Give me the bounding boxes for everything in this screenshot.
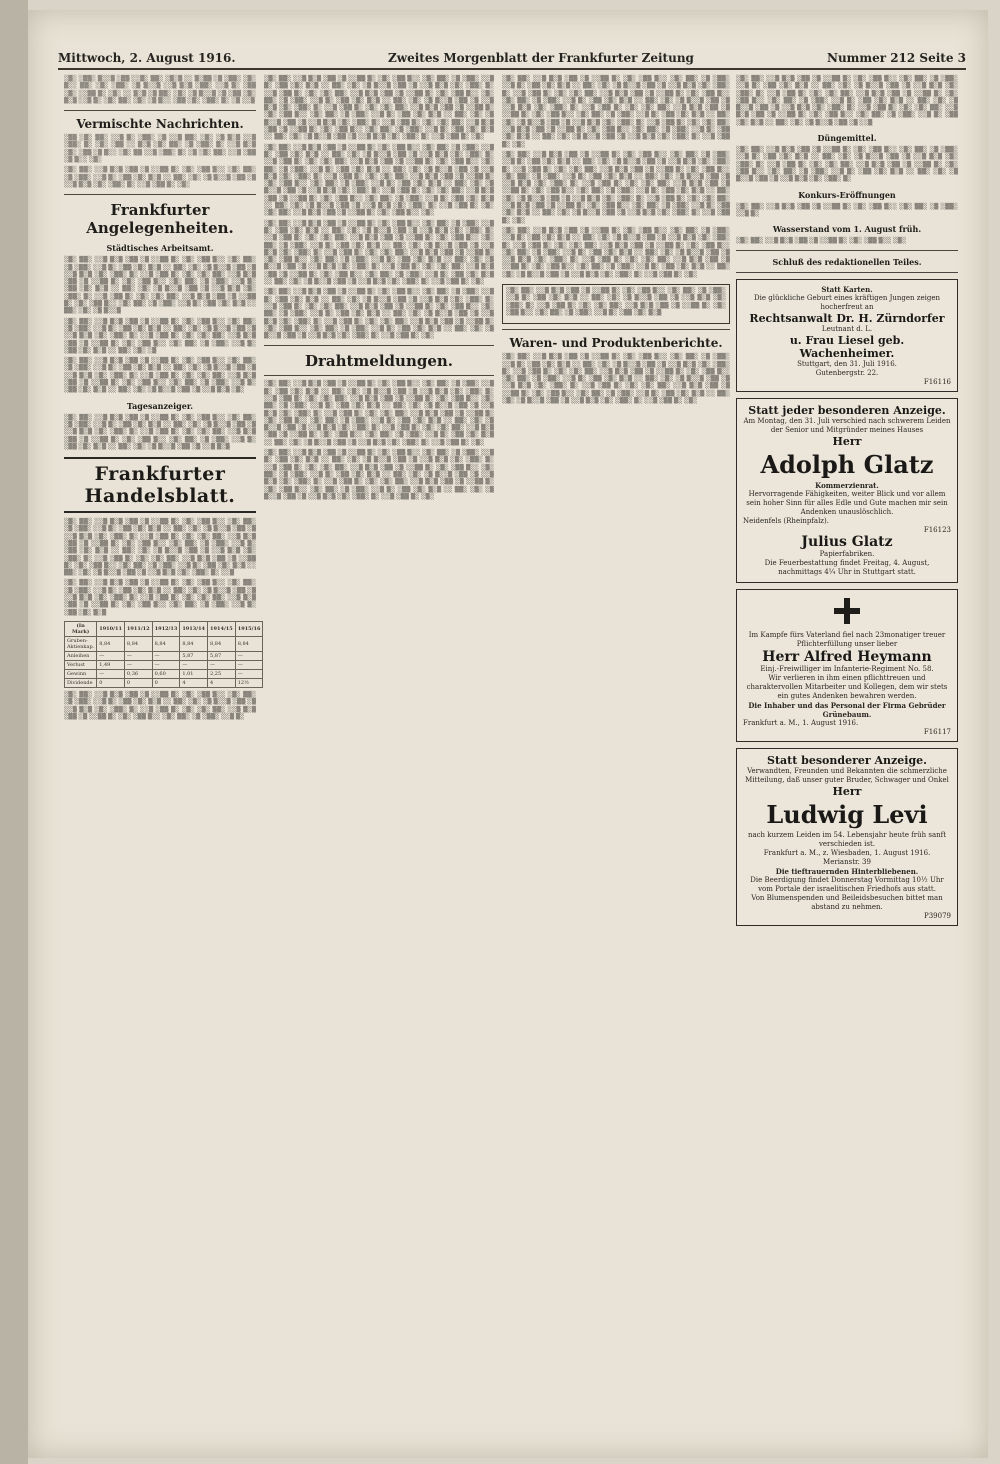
ad-name: Julius Glatz: [801, 534, 893, 551]
table-header-row: [65, 621, 263, 636]
ad-signature: Die tieftrauernden Hinterbliebenen.: [775, 867, 919, 877]
section-konkurs: Konkurs-Eröffnungen: [798, 189, 896, 200]
ad-address: Merianstr. 39: [823, 858, 871, 867]
adjacent-page-edge: [0, 0, 28, 1464]
ad-place: Stuttgart, den 31. Juli 1916.: [797, 360, 897, 369]
ad-name: Herr Alfred Heymann: [762, 649, 932, 666]
ad-heading: Statt Karten.: [821, 285, 873, 295]
section-schluss: Schluß des redaktionellen Teiles.: [772, 257, 922, 268]
section-drahtmeldungen: Drahtmeldungen.: [304, 352, 454, 371]
ad-text: Von Blumenspenden und Beileidsbesuchen bittet man abstand zu nehmen.: [751, 894, 943, 912]
balance-table: [64, 621, 263, 688]
table-header-cell: 1914/15: [208, 621, 236, 636]
page-header: [58, 48, 966, 70]
table-header-cell: (In Mark): [65, 621, 97, 636]
birth-announcement: [736, 279, 958, 392]
section-handelsblatt: Frankfurter Handelsblatt.: [64, 457, 256, 513]
table-row: Anleihen — — — 5,87 5,87 —: [65, 651, 263, 660]
ad-name: Ludwig Levi: [766, 800, 928, 830]
ad-text: Die glückliche Geburt eines kräftigen Jungen zeigen hocherfreut an: [754, 294, 940, 312]
section-waren: Waren- und Produktenberichte.: [509, 336, 723, 351]
table-header-cell: 1913/14: [180, 621, 208, 636]
table-header-cell: 1915/16: [235, 621, 263, 636]
ad-heading: Statt jeder besonderen Anzeige.: [748, 404, 946, 418]
section-dungemittel: Düngemittel.: [817, 133, 877, 144]
ad-text: nach kurzem Leiden im 54. Lebensjahr heute früh sanft verschieden ist.: [747, 831, 947, 849]
ad-ref: F16123: [923, 526, 951, 535]
ad-name: Adolph Glatz: [760, 450, 934, 480]
ad-text: Kommerzienrat.: [815, 481, 879, 491]
ad-text: Wir verlieren in ihm einen pflichttreuen und charaktervollen Mitarbeiter und Kollegen, dem wir stets ein gutes Andenken bewahren werden.: [746, 674, 948, 701]
table-header-cell: 1910/11: [97, 621, 125, 636]
ad-place: Frankfurt a. M., 1. August 1916.: [743, 719, 859, 728]
header-edition: Zweites Morgenblatt der Frankfurter Zeitung: [388, 51, 694, 65]
ad-text: Einj.-Freiwilliger im Infanterie-Regiment No. 58.: [760, 665, 934, 674]
section-angelegenheiten: Frankfurter Angelegenheiten.: [86, 201, 234, 238]
section-tagesanzeiger: Tagesanzeiger.: [126, 400, 194, 411]
ad-name: Rechtsanwalt Dr. H. Zürndorfer: [749, 312, 945, 326]
ad-text: Die Beerdigung findet Donnerstag Vormittag 10½ Uhr vom Portale der israelitischen Friedhofs aus statt.: [750, 876, 944, 894]
ad-text: Herr: [832, 435, 862, 449]
section-arbeitsamt: Städtisches Arbeitsamt.: [106, 243, 214, 254]
header-number: Nummer 212 Seite 3: [826, 51, 966, 65]
ad-name: u. Frau Liesel geb. Wachenheimer.: [789, 334, 905, 361]
ad-text: Hervorragende Fähigkeiten, weiter Blick und vor allem sein hoher Sinn für alles Edle und Gute machen mir sein Andenken unauslöschlich.: [746, 490, 948, 517]
ad-text: Verwandten, Freunden und Bekannten die schmerzliche Mitteilung, daß unser guter Bruder, Schwager und Onkel: [745, 767, 949, 785]
ad-place: Frankfurt a. M., z. Wiesbaden, 1. August 1916.: [763, 849, 931, 858]
ad-ref: P39079: [924, 912, 951, 921]
table-row: Gruben-Aktienkap. 8,84 8,84 8,84 8,84 8,84 8,84: [65, 636, 263, 651]
newspaper-page: [28, 10, 988, 1458]
ad-text: Am Montag, den 31. Juli verschied nach schwerem Leiden der Senior und Mitgründer meines Hauses: [743, 417, 951, 435]
table-header-cell: 1912/13: [152, 621, 180, 636]
ad-ref: F16116: [923, 378, 951, 387]
ad-place: Neidenfels (Rheinpfalz).: [743, 517, 829, 526]
ad-ref: F16117: [923, 728, 951, 737]
ad-text: Papierfabriken.: [819, 550, 875, 559]
table-row: Gewinn — 0,36 0,60 1,01 2,25 —: [65, 669, 263, 678]
ad-text: Im Kampfe fürs Vaterland fiel nach 23monatiger treuer Pflichterfüllung unser lieber: [748, 631, 946, 649]
header-date: Mittwoch, 2. August 1916.: [58, 51, 236, 65]
table-row: Dividende 0 0 0 4 4 12½: [65, 678, 263, 687]
ad-text: Herr: [832, 785, 862, 799]
ad-text: Die Feuerbestattung findet Freitag, 4. August, nachmittags 4¼ Uhr in Stuttgart statt.: [764, 559, 930, 577]
obituary-levi: [736, 748, 958, 926]
ad-text: Leutnant d. L.: [821, 325, 873, 334]
table-header-cell: 1911/12: [124, 621, 152, 636]
ad-signature: Die Inhaber und das Personal der Firma Gebrüder Grünebaum.: [748, 701, 946, 720]
column-4: ░▒░ ▒▒░ ░░▒ ▒░▒ ░▒▒ ░▒ ░░▒▒ ▒░ ░▒░ ░▒▒ ▒░░ ░▒░ ▒▒░ ░▒ ░▒▒░ ░░▒ ▒░ ░▒▒ ░▒░ ▒░▒ ░░ ▒▒░ ░▒░ ░▒ ▒░░▒ ░▒▒ ░▒ ░░▒ ▒░▒ ░▒░ ░▒▒░ ▒░ ░░▒ ░▒▒ ▒░ ░▒░ ░▒░ ▒▒░ ░░▒ ▒░▒ ░▒▒ ░▒ ░░▒▒ ▒░ ░▒░ ░▒▒ ▒░░ ░▒░ ▒▒░ ░▒ ░▒▒░ ░░▒ ▒░ ░▒▒ ░▒░ ▒░▒ ░░ ▒▒░ ░▒░ ░▒ ▒░░▒ ░▒▒ ░▒ ░░▒ ▒░▒ ░▒░ ░▒▒░ ▒░ ░░▒ ░▒▒ ▒░ ░▒░ ░▒░ ▒▒░ ░░▒ ▒░▒ ░▒▒ ░▒ ░░▒▒ ▒░ ░▒░ ░▒▒ ▒░░ ░▒░ ▒▒░ ░▒ ░▒▒░ ░░▒ ▒░ ░▒▒ ░▒░ ▒░▒ ░░ ▒▒░ ░▒░ ░▒ ▒░░▒ ░▒▒ ░▒ ░░▒ Düngemittel. ░▒░ ▒▒░ ░░▒ ▒░▒ ░▒▒ ░▒ ░░▒▒ ▒░ ░▒░ ░▒▒ ▒░░ ░▒░ ▒▒░ ░▒ ░▒▒░ ░░▒ ▒░ ░▒▒ ░▒░ ▒░▒ ░░ ▒▒░ ░▒░ ░▒ ▒░░▒ ░▒▒ ░▒ ░░▒ ▒░▒ ░▒░ ░▒▒░ ▒░ ░░▒ ░▒▒ ▒░ ░▒░ ░▒░ ▒▒░ ░░▒ ▒░▒ ░▒▒ ░▒ ░░▒▒ ▒░ ░▒░ ░▒▒ ▒░░ ░▒░ ▒▒░ ░▒ ░▒▒░ ░░▒ ▒░ ░▒▒ ░▒░ ▒░▒ ░░ ▒▒░ ░▒░ ░▒ ▒░░▒ ░▒▒ ░▒ ░░▒ ▒░▒ ░▒░ ░▒▒░ ▒░ Konkurs-Eröffnungen ░▒░ ▒▒░ ░░▒ ▒░▒ ░▒▒ ░▒ ░░▒▒ ▒░ ░▒░ ░▒▒ ▒░░ ░▒░ ▒▒░ ░▒ ░▒▒░ ░░▒ ▒░ Wasserstand vom 1. August früh. ░▒░ ▒▒░ ░░▒ ▒░▒ ░▒▒ ░▒ ░░▒▒ ▒░ ░▒░ ░▒▒ ▒░░ ░▒░ Schluß des redaktionellen Teiles. Statt Karten. Die glückliche Geburt eines kräftigen Jungen zeigen hocherfreut an Rechtsanwalt Dr. H. Zürndorfer Leutnant d. L. u. Frau Liesel geb. Wachenheimer. Stuttgart, den 31. Juli 1916. Gutenbergstr. 22. F16116 Statt jeder besonderen Anzeige. Am Montag, den 31. Juli verschied nach schwerem Leiden der Senior und Mitgründer meines Hauses Herr Adolph Glatz Kommerzienrat. Hervorragende Fähigkeiten, weiter Blick und vor allem sein hoher Sinn für alles Edle und Gute machen mir sein Andenken unauslöschlich. Neidenfels (Rheinpfalz). F16123 Julius Glatz Papierfabriken. Die Feuerbestattung findet Freitag, 4. August, nachmittags 4¼ Uhr in Stuttgart statt. Im Kampfe fürs Vaterland fiel nach 23monatiger treuer Pflichterfüllung unser lieber Herr Alfred Heymann Einj.-Freiwilliger im Infanterie-Regiment No. 58. Wir verlieren in ihm einen pflichttreuen und charaktervollen Mitarbeiter und Kollegen, dem wir stets ein gutes Andenken bewahren werden. Die Inhaber und das Personal der Firma Gebrüder Grünebaum. Frankfurt a. M., 1. August 1916. F16117 Statt besonderer Anzeige. Verwandten, Freunden und Bekannten die schmerzliche Mitteilung, daß unser guter Bruder, Schwager und Onkel Herr Ludwig Levi nach kurzem Leiden im 54. Lebensjahr heute früh sanft verschieden ist. Frankfurt a. M., z. Wiesbaden, 1. August 1916. Merianstr. 39 Die tieftrauernden Hinterbliebenen. Die Beerdigung findet Donnerstag Vormittag 10½ Uhr vom Portale der israelitischen Friedhofs aus statt. Von Blumenspenden und Beileidsbesuchen bittet man abstand zu nehmen. P39079: [736, 76, 958, 1446]
iron-cross-icon: [834, 598, 860, 624]
column-2: ░▒░ ▒▒░ ░░▒ ▒░▒ ░▒▒ ░▒ ░░▒▒ ▒░ ░▒░ ░▒▒ ▒░░ ░▒░ ▒▒░ ░▒ ░▒▒░ ░░▒ ▒░ ░▒▒ ░▒░ ▒░▒ ░░ ▒▒░ ░▒░ ░▒ ▒░░▒ ░▒▒ ░▒ ░░▒ ▒░▒ ░▒░ ░▒▒░ ▒░ ░░▒ ░▒▒ ▒░ ░▒░ ░▒░ ▒▒░ ░░▒ ▒░▒ ░▒▒ ░▒ ░░▒▒ ▒░ ░▒░ ░▒▒ ▒░░ ░▒░ ▒▒░ ░▒ ░▒▒░ ░░▒ ▒░ ░▒▒ ░▒░ ▒░▒ ░░ ▒▒░ ░▒░ ░▒ ▒░░▒ ░▒▒ ░▒ ░░▒ ▒░▒ ░▒░ ░▒▒░ ▒░ ░░▒ ░▒▒ ▒░ ░▒░ ░▒░ ▒▒░ ░░▒ ▒░▒ ░▒▒ ░▒ ░░▒▒ ▒░ ░▒░ ░▒▒ ▒░░ ░▒░ ▒▒░ ░▒ ░▒▒░ ░░▒ ▒░ ░▒▒ ░▒░ ▒░▒ ░░ ▒▒░ ░▒░ ░▒ ▒░░▒ ░▒▒ ░▒ ░░▒ ▒░▒ ░▒░ ░▒▒░ ▒░ ░░▒ ░▒▒ ▒░ ░▒░ ░▒░ ▒▒░ ░░▒ ▒░▒ ░▒▒ ░▒ ░░▒▒ ▒░ ░▒░ ░▒▒ ▒░░ ░▒░ ▒▒░ ░▒ ░▒▒░ ░░▒ ▒░ ░▒▒ ░▒░ ▒░▒ ░░ ▒▒░ ░▒░ ░▒ ▒░░▒ ░▒▒ ░▒ ░░▒ ▒░▒ ░▒░ ░▒▒░ ▒░ ░░▒ ░▒▒ ▒░ ░▒░ ░▒░ ▒▒░ ░░▒ ▒░▒ ░▒▒ ░▒ ░░▒▒ ▒░ ░▒░ ░▒▒ ▒░░ ░▒░ ▒▒░ ░▒ ░▒▒░ ░░▒ ▒░ ░▒▒ ░▒░ ▒░▒ ░░ ▒▒░ ░▒░ ░▒ ▒░░▒ ░▒▒ ░▒ ░░▒ ▒░▒ ░▒░ ░▒▒░ ▒░ ░░▒ ░▒▒ ▒░ ░▒░ ░▒░ ▒▒░ ░░▒ ▒░▒ ░▒▒ ░▒ ░░▒▒ ▒░ ░▒░ ░▒▒ ▒░░ ░▒░ ▒▒░ ░▒ ░▒▒░ ░░▒ ▒░ ░▒▒ ░▒░ ▒░▒ ░░ ▒▒░ ░▒░ ░▒ ▒░░▒ ░▒▒ ░▒ ░░▒ ▒░▒ ░▒░ ░▒▒░ ▒░ ░░▒ ░▒▒ ▒░ ░▒░ ░▒░ ▒▒░ ░░▒ ▒░▒ ░▒▒ ░▒ ░░▒▒ ▒░ ░▒░ ░▒▒ ▒░░ ░▒░ ▒▒░ ░▒ ░▒▒░ ░░▒ ▒░ ░▒▒ ░▒░ ▒░▒ ░░ ▒▒░ ░▒░ ░▒ ▒░░▒ ░▒▒ ░▒ ░░▒ ▒░▒ ░▒░ ░▒▒░ ▒░ ░░▒ ░▒▒ ▒░ ░▒░ ░▒░ ▒▒░ ░░▒ ▒░▒ ░▒▒ ░▒ ░░▒▒ ▒░ ░▒░ ░▒▒ ▒░░ ░▒░ ▒▒░ ░▒ ░▒▒░ ░░▒ ▒░ ░▒▒ ░▒░ ▒░▒ ░░ ▒▒░ ░▒░ ░▒ ▒░░▒ ░▒▒ ░▒ ░░▒ ▒░▒ ░▒░ ░▒▒░ ▒░ ░░▒ ░▒▒ ▒░ ░▒░ ░▒░ ▒▒░ ░░▒ ▒░▒ ░▒▒ ░▒ ░░▒▒ ▒░ ░▒░ ░▒▒ ▒░░ ░▒░ ░▒░ ▒▒░ ░░▒ ▒░▒ ░▒▒ ░▒ ░░▒▒ ▒░ ░▒░ ░▒▒ ▒░░ ░▒░ ▒▒░ ░▒ ░▒▒░ ░░▒ ▒░ ░▒▒ ░▒░ ▒░▒ ░░ ▒▒░ ░▒░ ░▒ ▒░░▒ ░▒▒ ░▒ ░░▒ ▒░▒ ░▒░ ░▒▒░ ▒░ ░░▒ ░▒▒ ▒░ ░▒░ ░▒░ ▒▒░ ░░▒ ▒░▒ ░▒▒ ░▒ ░░▒▒ ▒░ ░▒░ ░▒▒ ▒░░ ░▒░ ▒▒░ ░▒ ░▒▒░ ░░▒ ▒░ ░▒▒ ░▒░ ▒░▒ ░░ ▒▒░ ░▒░ ░▒ ▒░░▒ ░▒▒ ░▒ ░░▒ ▒░▒ ░▒░ ░▒▒░ ▒░ ░░▒ ░▒▒ ▒░ ░▒░ ░▒░ ▒▒░ ░░▒ ▒░▒ ░▒▒ ░▒ ░░▒▒ ▒░ ░▒░ ░▒▒ ▒░░ ░▒░ ▒▒░ ░▒ ░▒▒░ ░░▒ ▒░ ░▒▒ ░▒░ ▒░▒ ░░ ▒▒░ ░▒░ ░▒ ▒░░▒ ░▒▒ ░▒ ░░▒ ▒░▒ ░▒░ ░▒▒░ ▒░ ░░▒ ░▒▒ ▒░ ░▒░ ░▒░ ▒▒░ ░░▒ ▒░▒ ░▒▒ ░▒ ░░▒▒ ▒░ ░▒░ ░▒▒ ▒░░ ░▒░ ▒▒░ ░▒ ░▒▒░ ░░▒ ▒░ ░▒▒ ░▒░ ▒░▒ ░░ ▒▒░ ░▒░ ░▒ ▒░░▒ ░▒▒ ░▒ ░░▒ ▒░▒ ░▒░ ░▒▒░ ▒░ ░░▒ ░▒▒ ▒░ ░▒░ ░▒░ ▒▒░ ░░▒ ▒░▒ ░▒▒ ░▒ ░░▒▒ ▒░ ░▒░ ░▒▒ ▒░░ ░▒░ ▒▒░ ░▒ ░▒▒░ ░░▒ ▒░ ░▒▒ ░▒░ ▒░▒ ░░ ▒▒░ ░▒░ ░▒ ▒░░▒ ░▒▒ ░▒ ░░▒ ▒░▒ ░▒░ ░▒▒░ ▒░ ░░▒ ░▒▒ ▒░ ░▒░ ░▒░ ▒▒░ ░░▒ ▒░▒ ░▒▒ ░▒ ░░▒▒ ▒░ ░▒░ ░▒▒ ▒░░ ░▒░ ▒▒░ ░▒ ░▒▒░ ░░▒ ▒░ ░▒▒ ░▒░ ▒░▒ ░░ ▒▒░ ░▒░ ░▒ ▒░░▒ ░▒▒ ░▒ ░░▒ ▒░▒ ░▒░ ░▒▒░ ▒░ ░░▒ ░▒▒ ▒░ ░▒░ ░▒░ ▒▒░ ░░▒ ▒░▒ ░▒▒ ░▒ ░░▒▒ ▒░ ░▒░ ░▒▒ ▒░░ ░▒░ ▒▒░ ░▒ ░▒▒░ ░░▒ ▒░ ░▒▒ ░▒░ ▒░▒ ░░ ▒▒░ ░▒░ ░▒ ▒░░▒ ░▒▒ ░▒ ░░▒ ▒░▒ ░▒░ ░▒▒░ ▒░ ░░▒ ░▒▒ ▒░ ░▒░ Drahtmeldungen. ░▒░ ▒▒░ ░░▒ ▒░▒ ░▒▒ ░▒ ░░▒▒ ▒░ ░▒░ ░▒▒ ▒░░ ░▒░ ▒▒░ ░▒ ░▒▒░ ░░▒ ▒░ ░▒▒ ░▒░ ▒░▒ ░░ ▒▒░ ░▒░ ░▒ ▒░░▒ ░▒▒ ░▒ ░░▒ ▒░▒ ░▒░ ░▒▒░ ▒░ ░░▒ ░▒▒ ▒░ ░▒░ ░▒░ ▒▒░ ░░▒ ▒░▒ ░▒▒ ░▒ ░░▒▒ ▒░ ░▒░ ░▒▒ ▒░░ ░▒░ ▒▒░ ░▒ ░▒▒░ ░░▒ ▒░ ░▒▒ ░▒░ ▒░▒ ░░ ▒▒░ ░▒░ ░▒ ▒░░▒ ░▒▒ ░▒ ░░▒ ▒░▒ ░▒░ ░▒▒░ ▒░ ░░▒ ░▒▒ ▒░ ░▒░ ░▒░ ▒▒░ ░░▒ ▒░▒ ░▒▒ ░▒ ░░▒▒ ▒░ ░▒░ ░▒▒ ▒░░ ░▒░ ▒▒░ ░▒ ░▒▒░ ░░▒ ▒░ ░▒▒ ░▒░ ▒░▒ ░░ ▒▒░ ░▒░ ░▒ ▒░░▒ ░▒▒ ░▒ ░░▒ ▒░▒ ░▒░ ░▒▒░ ▒░ ░░▒ ░▒▒ ▒░ ░▒░ ░▒░ ▒▒░ ░░▒ ▒░▒ ░▒▒ ░▒ ░░▒▒ ▒░ ░▒░ ░▒▒ ▒░░ ░▒░ ▒▒░ ░▒ ░▒▒░ ░░▒ ▒░ ░▒▒ ░▒░ ▒░▒ ░░ ▒▒░ ░▒░ ░▒ ▒░░▒ ░▒▒ ░▒ ░░▒ ▒░▒ ░▒░ ░▒▒░ ▒░ ░░▒ ░▒▒ ▒░ ░▒░ ░▒░ ▒▒░ ░░▒ ▒░▒ ░▒▒ ░▒ ░░▒▒ ▒░ ░▒░ ░▒▒ ▒░░ ░▒░ ▒▒░ ░▒ ░▒▒░ ░░▒ ▒░ ░▒▒ ░▒░ ▒░▒ ░░ ▒▒░ ░▒░ ░▒ ▒░░▒ ░▒▒ ░▒ ░░▒ ▒░▒ ░▒░ ░▒▒░ ▒░ ░░▒ ░▒▒ ▒░ ░▒░ ░▒░ ▒▒░ ░░▒ ▒░▒ ░▒▒ ░▒ ░░▒▒ ▒░ ░▒░ ░▒▒ ▒░░ ░▒░ ▒▒░ ░▒ ░▒▒░ ░░▒ ▒░ ░▒▒ ░▒░ ▒░▒ ░░ ▒▒░ ░▒░ ░▒ ▒░░▒ ░▒▒ ░▒ ░░▒ ▒░▒ ░▒░ ░▒▒░ ▒░ ░░▒ ░▒▒ ▒░ ░▒░ ░▒░ ▒▒░ ░░▒ ▒░▒ ░▒▒ ░▒ ░░▒▒ ▒░ ░▒░ ░▒▒ ▒░░ ░▒░ ▒▒░ ░▒ ░▒▒░ ░░▒ ▒░ ░▒▒ ░▒░ ▒░▒ ░░ ▒▒░ ░▒░ ░▒ ▒░░▒ ░▒▒ ░▒ ░░▒ ▒░▒ ░▒░ ░▒▒░ ▒░ ░░▒ ░▒▒ ▒░ ░▒░: [264, 76, 494, 500]
obituary-heymann: [736, 589, 958, 742]
section-wasserstand: Wasserstand vom 1. August früh.: [772, 224, 922, 235]
column-3: ░▒░ ▒▒░ ░░▒ ▒░▒ ░▒▒ ░▒ ░░▒▒ ▒░ ░▒░ ░▒▒ ▒░░ ░▒░ ▒▒░ ░▒ ░▒▒░ ░░▒ ▒░ ░▒▒ ░▒░ ▒░▒ ░░ ▒▒░ ░▒░ ░▒ ▒░░▒ ░▒▒ ░▒ ░░▒ ▒░▒ ░▒░ ░▒▒░ ▒░ ░░▒ ░▒▒ ▒░ ░▒░ ░▒░ ▒▒░ ░░▒ ▒░▒ ░▒▒ ░▒ ░░▒▒ ▒░ ░▒░ ░▒▒ ▒░░ ░▒░ ▒▒░ ░▒ ░▒▒░ ░░▒ ▒░ ░▒▒ ░▒░ ▒░▒ ░░ ▒▒░ ░▒░ ░▒ ▒░░▒ ░▒▒ ░▒ ░░▒ ▒░▒ ░▒░ ░▒▒░ ▒░ ░░▒ ░▒▒ ▒░ ░▒░ ░▒░ ▒▒░ ░░▒ ▒░▒ ░▒▒ ░▒ ░░▒▒ ▒░ ░▒░ ░▒▒ ▒░░ ░▒░ ▒▒░ ░▒ ░▒▒░ ░░▒ ▒░ ░▒▒ ░▒░ ▒░▒ ░░ ▒▒░ ░▒░ ░▒ ▒░░▒ ░▒▒ ░▒ ░░▒ ▒░▒ ░▒░ ░▒▒░ ▒░ ░░▒ ░▒▒ ▒░ ░▒░ ░▒░ ▒▒░ ░░▒ ▒░▒ ░▒▒ ░▒ ░░▒▒ ▒░ ░▒░ ░▒▒ ▒░░ ░▒░ ▒▒░ ░▒ ░▒▒░ ░░▒ ▒░ ░▒▒ ░▒░ ▒░▒ ░░ ▒▒░ ░▒░ ░▒ ▒░░▒ ░▒▒ ░▒ ░░▒ ▒░▒ ░▒░ ░▒▒░ ▒░ ░░▒ ░▒▒ ▒░ ░▒░ ░▒░ ▒▒░ ░░▒ ▒░▒ ░▒▒ ░▒ ░░▒▒ ▒░ ░▒░ ░▒▒ ▒░░ ░▒░ ▒▒░ ░▒ ░▒▒░ ░░▒ ▒░ ░▒▒ ░▒░ ▒░▒ ░░ ▒▒░ ░▒░ ░▒ ▒░░▒ ░▒▒ ░▒ ░░▒ ▒░▒ ░▒░ ░▒▒░ ▒░ ░░▒ ░▒▒ ▒░ ░▒░ ░▒░ ▒▒░ ░░▒ ▒░▒ ░▒▒ ░▒ ░░▒▒ ▒░ ░▒░ ░▒▒ ▒░░ ░▒░ ▒▒░ ░▒ ░▒▒░ ░░▒ ▒░ ░▒▒ ░▒░ ▒░▒ ░░ ▒▒░ ░▒░ ░▒ ▒░░▒ ░▒▒ ░▒ ░░▒ ▒░▒ ░▒░ ░▒▒░ ▒░ ░░▒ ░▒▒ ▒░ ░▒░ ░▒░ ▒▒░ ░░▒ ▒░▒ ░▒▒ ░▒ ░░▒▒ ▒░ ░▒░ ░▒▒ ▒░░ ░▒░ ▒▒░ ░▒ ░▒▒░ ░░▒ ▒░ ░▒▒ ░▒░ ▒░▒ ░░ ▒▒░ ░▒░ ░▒ ▒░░▒ ░▒▒ ░▒ ░░▒ ▒░▒ ░▒░ ░▒▒░ ▒░ ░░▒ ░▒▒ ▒░ ░▒░ ░▒░ ▒▒░ ░░▒ ▒░▒ ░▒▒ ░▒ ░░▒▒ ▒░ ░▒░ ░▒▒ ▒░░ ░▒░ ▒▒░ ░▒ ░▒▒░ ░░▒ ▒░ ░▒▒ ░▒░ ▒░▒ ░░ ▒▒░ ░▒░ ░▒ ▒░░▒ ░▒▒ ░▒ ░░▒ ▒░▒ ░▒░ ░▒▒░ ▒░ ░░▒ ░▒▒ ▒░ ░▒░ ░▒░ ▒▒░ ░░▒ ▒░▒ ░▒▒ ░▒ ░░▒▒ ▒░ ░▒░ ░▒▒ ▒░░ ░▒░ ▒▒░ ░▒ ░▒▒░ ░░▒ ▒░ ░▒▒ ░▒░ ▒░▒ ░░ ▒▒░ ░▒░ ░▒ ▒░░▒ ░▒▒ ░▒ ░░▒ ▒░▒ ░▒░ ░▒▒░ ▒░ ░░▒ ░▒▒ ▒░ ░▒░ ░▒░ ▒▒░ ░░▒ ▒░▒ ░▒▒ ░▒ ░░▒▒ ▒░ ░▒░ ░▒▒ ▒░░ ░▒░ ▒▒░ ░▒ ░▒▒░ ░░▒ ▒░ ░▒▒ ░▒░ ▒░▒ ░░ ▒▒░ ░▒░ ░▒ ▒░░▒ ░▒▒ ░▒ ░░▒ ▒░▒ ░▒░ ░▒▒░ ▒░ ░░▒ ░▒▒ ▒░ ░▒░ ░▒░ ▒▒░ ░░▒ ▒░▒ ░▒▒ ░▒ ░░▒▒ ▒░ ░▒░ ░▒▒ ▒░░ ░▒░ ▒▒░ ░▒ ░▒▒░ ░░▒ ▒░ ░▒▒ ░▒░ ▒░▒ ░░ ▒▒░ ░▒░ ░▒ ▒░░▒ ░▒▒ ░▒ ░░▒ ▒░▒ ░▒░ ░▒▒░ ▒░ ░░▒ ░▒▒ ▒░ ░▒░ ░▒░ ▒▒░ ░░▒ ▒░▒ ░▒▒ ░▒ ░░▒▒ ▒░ ░▒░ ░▒▒ ▒░░ ░▒░ ▒▒░ ░▒ ░▒▒░ ░░▒ ▒░ ░▒▒ ░▒░ ▒░▒ ░░ ▒▒░ ░▒░ ░▒ ▒░░▒ ░▒▒ ░▒ ░░▒ ▒░▒ ░▒░ ░▒▒░ ▒░ ░░▒ ░▒▒ ▒░ ░▒░ ░▒░ ▒▒░ ░░▒ ▒░▒ ░▒▒ ░▒ ░░▒▒ ▒░ ░▒░ ░▒▒ ▒░░ ░▒░ ▒▒░ ░▒ ░▒▒░ ░░▒ ▒░ ░▒▒ ░▒░ ▒░▒ Waren- und Produktenberichte. ░▒░ ▒▒░ ░░▒ ▒░▒ ░▒▒ ░▒ ░░▒▒ ▒░ ░▒░ ░▒▒ ▒░░ ░▒░ ▒▒░ ░▒ ░▒▒░ ░░▒ ▒░ ░▒▒ ░▒░ ▒░▒ ░░ ▒▒░ ░▒░ ░▒ ▒░░▒ ░▒▒ ░▒ ░░▒ ▒░▒ ░▒░ ░▒▒░ ▒░ ░░▒ ░▒▒ ▒░ ░▒░ ░▒░ ▒▒░ ░░▒ ▒░▒ ░▒▒ ░▒ ░░▒▒ ▒░ ░▒░ ░▒▒ ▒░░ ░▒░ ▒▒░ ░▒ ░▒▒░ ░░▒ ▒░ ░▒▒ ░▒░ ▒░▒ ░░ ▒▒░ ░▒░ ░▒ ▒░░▒ ░▒▒ ░▒ ░░▒ ▒░▒ ░▒░ ░▒▒░ ▒░ ░░▒ ░▒▒ ▒░ ░▒░ ░▒░ ▒▒░ ░░▒ ▒░▒ ░▒▒ ░▒ ░░▒▒ ▒░ ░▒░ ░▒▒ ▒░░ ░▒░ ▒▒░ ░▒ ░▒▒░ ░░▒ ▒░ ░▒▒ ░▒░ ▒░▒ ░░ ▒▒░ ░▒░ ░▒ ▒░░▒ ░▒▒ ░▒ ░░▒ ▒░▒ ░▒░ ░▒▒░ ▒░ ░░▒ ░▒▒ ▒░ ░▒░: [502, 76, 730, 404]
obituary-glatz: [736, 398, 958, 583]
ad-heading: Statt besonderer Anzeige.: [767, 754, 927, 768]
table-row: Verlust 1,49 — — — — —: [65, 660, 263, 669]
ad-address: Gutenbergstr. 22.: [815, 369, 879, 378]
column-1: ░▒░ ░▒▒░ ▒░░▒ ░▒▒ ░░▒░ ▒▒░ ░▒░▒ ░░ ▒░▒▒ ░▒ ░▒▒░ ░▒░ ▒░░ ▒▒░ ░▒░ ░▒▒░ ░▒ ▒░░▒ ░░▒ ▒░▒ ░▒▒░ ░░▒ ▒░ ░▒▒ ░▒░ ░░▒▒ ▒░ ░▒░ ░░ ▒░▒ ░▒ ▒▒░ ░▒░ ░▒ ▒░░▒ ░▒ ░▒▒ ░▒░ ▒░▒ ░░▒ ▒░ ░▒░ ▒▒░ ░▒░ ░▒ ▒░░ ░▒▒ ░▒░ ░▒▒░ ▒░ ░▒ ░░▒ Vermischte Nachrichten. ░▒▒ ░▒░ ▒▒░ ░░▒ ▒░ ░▒▒░ ░▒ ░░▒ ▒▒░ ░▒░ ░▒ ▒░▒ ░░▒ ░▒▒░ ▒░ ░▒░ ░▒▒ ░░ ▒░▒ ░▒░ ▒▒░ ░▒ ░▒▒░ ▒░ ░░▒ ▒░▒ ░▒░ ░▒▒ ░▒ ▒░░ ░▒░ ▒▒ ░░▒ ░▒▒░ ▒░ ░▒ ░▒░ ▒▒░ ░░▒ ░▒▒ ░▒ ▒░░ ░▒░ ░▒░ ▒▒░ ░░▒ ▒░▒ ░▒▒ ░▒ ░░▒▒ ▒░ ░▒░ ░▒▒ ▒░░ ░▒░ ▒▒░ ░▒ ░▒▒░ ░░▒ ▒░ ░▒▒ ░▒░ ▒░▒ ░░ ▒▒░ ░▒░ ░▒ ▒░░▒ ░▒▒ ░▒ ░░▒ ▒░▒ ░▒░ ░▒▒░ ▒░ ░░▒ ░▒▒ ▒░ ░▒░ Frankfurter Angelegenheiten. Städtisches Arbeitsamt. ░▒░ ▒▒░ ░░▒ ▒░▒ ░▒▒ ░▒ ░░▒▒ ▒░ ░▒░ ░▒▒ ▒░░ ░▒░ ▒▒░ ░▒ ░▒▒░ ░░▒ ▒░ ░▒▒ ░▒░ ▒░▒ ░░ ▒▒░ ░▒░ ░▒ ▒░░▒ ░▒▒ ░▒ ░░▒ ▒░▒ ░▒░ ░▒▒░ ▒░ ░░▒ ░▒▒ ▒░ ░▒░ ░▒░ ▒▒░ ░░▒ ▒░▒ ░▒▒ ░▒ ░░▒▒ ▒░ ░▒░ ░▒▒ ▒░░ ░▒░ ▒▒░ ░▒ ░▒▒░ ░░▒ ▒░ ░▒▒ ░▒░ ▒░▒ ░░ ▒▒░ ░▒░ ░▒ ▒░░▒ ░▒▒ ░▒ ░░▒ ▒░▒ ░▒░ ░▒▒░ ▒░ ░░▒ ░▒▒ ▒░ ░▒░ ░▒░ ▒▒░ ░░▒ ▒░▒ ░▒▒ ░▒ ░░▒▒ ▒░ ░▒░ ░▒▒ ▒░░ ░▒░ ▒▒░ ░▒ ░▒▒░ ░░▒ ▒░ ░▒▒ ░▒░ ▒░▒ ░░ ▒▒░ ░▒░ ░▒ ▒░░▒ ░▒░ ▒▒░ ░░▒ ▒░▒ ░▒▒ ░▒ ░░▒▒ ▒░ ░▒░ ░▒▒ ▒░░ ░▒░ ▒▒░ ░▒ ░▒▒░ ░░▒ ▒░ ░▒▒ ░▒░ ▒░▒ ░░ ▒▒░ ░▒░ ░▒ ▒░░▒ ░▒▒ ░▒ ░░▒ ▒░▒ ░▒░ ░▒▒░ ▒░ ░░▒ ░▒▒ ▒░ ░▒░ ░▒░ ▒▒░ ░░▒ ▒░▒ ░▒▒ ░▒ ░░▒▒ ▒░ ░▒░ ░▒▒ ▒░░ ░▒░ ▒▒░ ░▒ ░▒▒░ ░░▒ ▒░ ░▒▒ ░▒░ ▒░▒ ░░ ▒▒░ ░▒░ ░▒ ░▒░ ▒▒░ ░░▒ ▒░▒ ░▒▒ ░▒ ░░▒▒ ▒░ ░▒░ ░▒▒ ▒░░ ░▒░ ▒▒░ ░▒ ░▒▒░ ░░▒ ▒░ ░▒▒ ░▒░ ▒░▒ ░░ ▒▒░ ░▒░ ░▒ ▒░░▒ ░▒▒ ░▒ ░░▒ ▒░▒ ░▒░ ░▒▒░ ▒░ ░░▒ ░▒▒ ▒░ ░▒░ ░▒░ ▒▒░ ░░▒ ▒░▒ ░▒▒ ░▒ ░░▒▒ ▒░ ░▒░ ░▒▒ ▒░░ ░▒░ ▒▒░ ░▒ ░▒▒░ ░░▒ ▒░ ░▒▒ ░▒░ ▒░▒ ░░ ▒▒░ ░▒░ ░▒ ▒░░▒ ░▒▒ ░▒ ░░▒ ▒░▒ ░▒░ Tagesanzeiger. ░▒░ ▒▒░ ░░▒ ▒░▒ ░▒▒ ░▒ ░░▒▒ ▒░ ░▒░ ░▒▒ ▒░░ ░▒░ ▒▒░ ░▒ ░▒▒░ ░░▒ ▒░ ░▒▒ ░▒░ ▒░▒ ░░ ▒▒░ ░▒░ ░▒ ▒░░▒ ░▒▒ ░▒ ░░▒ ▒░▒ ░▒░ ░▒▒░ ▒░ ░░▒ ░▒▒ ▒░ ░▒░ ░▒░ ▒▒░ ░░▒ ▒░▒ ░▒▒ ░▒ ░░▒▒ ▒░ ░▒░ ░▒▒ ▒░░ ░▒░ ▒▒░ ░▒ ░▒▒░ ░░▒ ▒░ ░▒▒ ░▒░ ▒░▒ ░░ ▒▒░ ░▒░ ░▒ ▒░░▒ ░▒▒ ░▒ ░░▒ ▒░▒ Frankfurter Handelsblatt. ░▒░ ▒▒░ ░░▒ ▒░▒ ░▒▒ ░▒ ░░▒▒ ▒░ ░▒░ ░▒▒ ▒░░ ░▒░ ▒▒░ ░▒ ░▒▒░ ░░▒ ▒░ ░▒▒ ░▒░ ▒░▒ ░░ ▒▒░ ░▒░ ░▒ ▒░░▒ ░▒▒ ░▒ ░░▒ ▒░▒ ░▒░ ░▒▒░ ▒░ ░░▒ ░▒▒ ▒░ ░▒░ ░▒░ ▒▒░ ░░▒ ▒░▒ ░▒▒ ░▒ ░░▒▒ ▒░ ░▒░ ░▒▒ ▒░░ ░▒░ ▒▒░ ░▒ ░▒▒░ ░░▒ ▒░ ░▒▒ ░▒░ ▒░▒ ░░ ▒▒░ ░▒░ ░▒ ▒░░▒ ░▒▒ ░▒ ░░▒ ▒░▒ ░▒░ ░▒▒░ ▒░ ░░▒ ░▒▒ ▒░ ░▒░ ░▒░ ▒▒░ ░░▒ ▒░▒ ░▒▒ ░▒ ░░▒▒ ▒░ ░▒░ ░▒▒ ▒░░ ░▒░ ▒▒░ ░▒ ░▒▒░ ░░▒ ▒░ ░▒▒ ░▒░ ▒░▒ ░░ ▒▒░ ░▒░ ░▒ ▒░░▒ ░▒▒ ░▒ ░░▒ ▒░▒ ░▒░ ░▒▒░ ▒░ ░░▒ ░▒░ ▒▒░ ░░▒ ▒░▒ ░▒▒ ░▒ ░░▒▒ ▒░ ░▒░ ░▒▒ ▒░░ ░▒░ ▒▒░ ░▒ ░▒▒░ ░░▒ ▒░ ░▒▒ ░▒░ ▒░▒ ░░ ▒▒░ ░▒░ ░▒ ▒░░▒ ░▒▒ ░▒ ░░▒ ▒░▒ ░▒░ ░▒▒░ ▒░ ░░▒ ░▒▒ ▒░ ░▒░ ░▒░ ▒▒░ ░░▒ ▒░▒ ░▒▒ ░▒ ░░▒▒ ▒░ ░▒░ ░▒▒ ▒░░ ░▒░ ▒▒░ ░▒ ░▒▒░ ░░▒ ▒░ ░▒▒ ░▒░ ▒░▒ (In Mark) 1910/11 1911/12 1912/13 1913/14 1914/15 1915/16 Gruben-Aktienkap. 8,84 8,84 8,84 8,84 8,84 8,84 Anleihen — — — 5,87 5,87 — Verlust 1,49 — — — — — Gewinn — 0,36 0,60 1,01 2,25 — Dividende 0 0 0 4 4 12½ ░▒░ ▒▒░ ░░▒ ▒░▒ ░▒▒ ░▒ ░░▒▒ ▒░ ░▒░ ░▒▒ ▒░░ ░▒░ ▒▒░ ░▒ ░▒▒░ ░░▒ ▒░ ░▒▒ ░▒░ ▒░▒ ░░ ▒▒░ ░▒░ ░▒ ▒░░▒ ░▒▒ ░▒ ░░▒ ▒░▒ ░▒░ ░▒▒░ ▒░ ░░▒ ░▒▒ ▒░ ░▒░ ░▒░ ▒▒░ ░░▒ ▒░▒ ░▒▒ ░▒ ░░▒▒ ▒░ ░▒░ ░▒▒ ▒░░ ░▒░ ▒▒░ ░▒ ░▒▒░ ░░▒ ▒░: [64, 76, 256, 1446]
section-vermischte: Vermischte Nachrichten.: [76, 117, 244, 132]
